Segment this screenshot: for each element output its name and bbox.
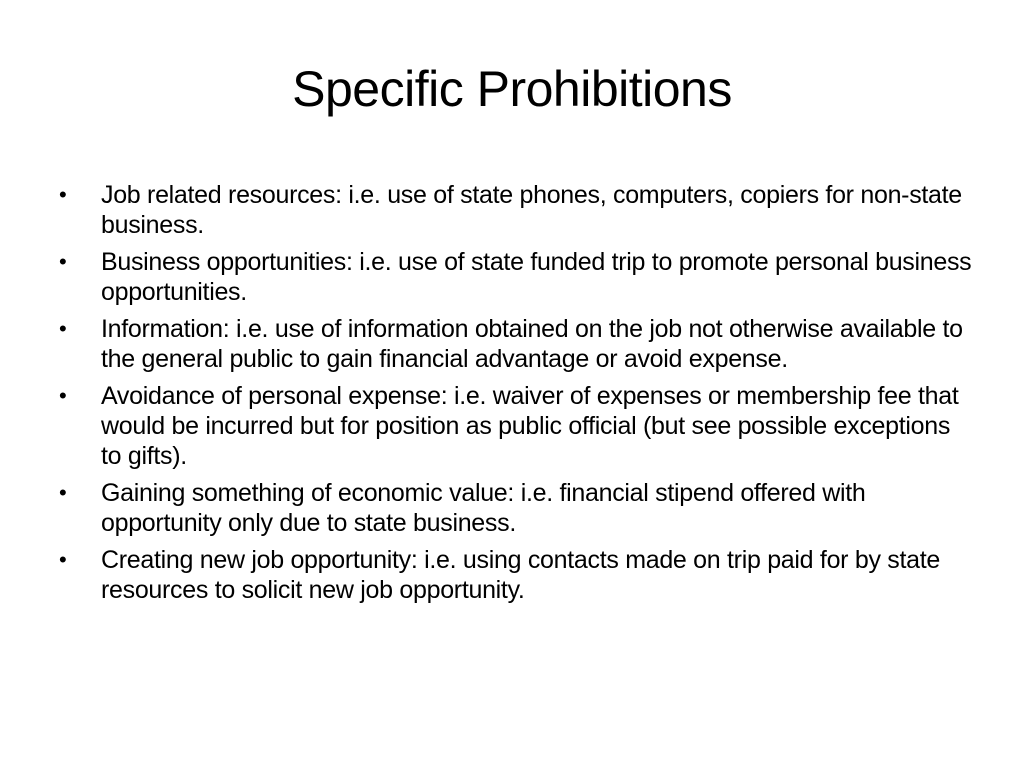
bullet-text: Creating new job opportunity: i.e. using contacts made on trip paid for by state resources to solicit new job opportunity.	[101, 546, 940, 604]
bullet-item-resources	[56, 180, 976, 240]
bullet-marker: •	[59, 316, 67, 341]
bullet-item-business-opportunities	[56, 247, 976, 307]
bullet-text: Gaining something of economic value: i.e. financial stipend offered with opportunity only due to state business.	[101, 479, 866, 537]
bullet-text: Business opportunities: i.e. use of state funded trip to promote personal business opportunities.	[101, 248, 972, 306]
slide-title: Specific Prohibitions	[292, 61, 732, 117]
bullet-text: Job related resources: i.e. use of state phones, computers, copiers for non-state business.	[101, 181, 962, 239]
bullet-text: Avoidance of personal expense: i.e. waiver of expenses or membership fee that would be incurred but for position as public official (but see possible exceptions to gifts).	[101, 382, 959, 470]
bullet-marker: •	[59, 547, 67, 572]
bullet-list	[56, 180, 976, 612]
bullet-marker: •	[59, 249, 67, 274]
bullet-marker: •	[59, 480, 67, 505]
bullet-text: Information: i.e. use of information obtained on the job not otherwise available to the general public to gain financial advantage or avoid expense.	[101, 315, 963, 373]
bullet-marker: •	[59, 182, 67, 207]
bullet-item-job-opportunity	[56, 545, 976, 605]
bullet-marker: •	[59, 383, 67, 408]
bullet-item-information	[56, 314, 976, 374]
bullet-item-economic-value	[56, 478, 976, 538]
bullet-item-personal-expense	[56, 381, 976, 471]
